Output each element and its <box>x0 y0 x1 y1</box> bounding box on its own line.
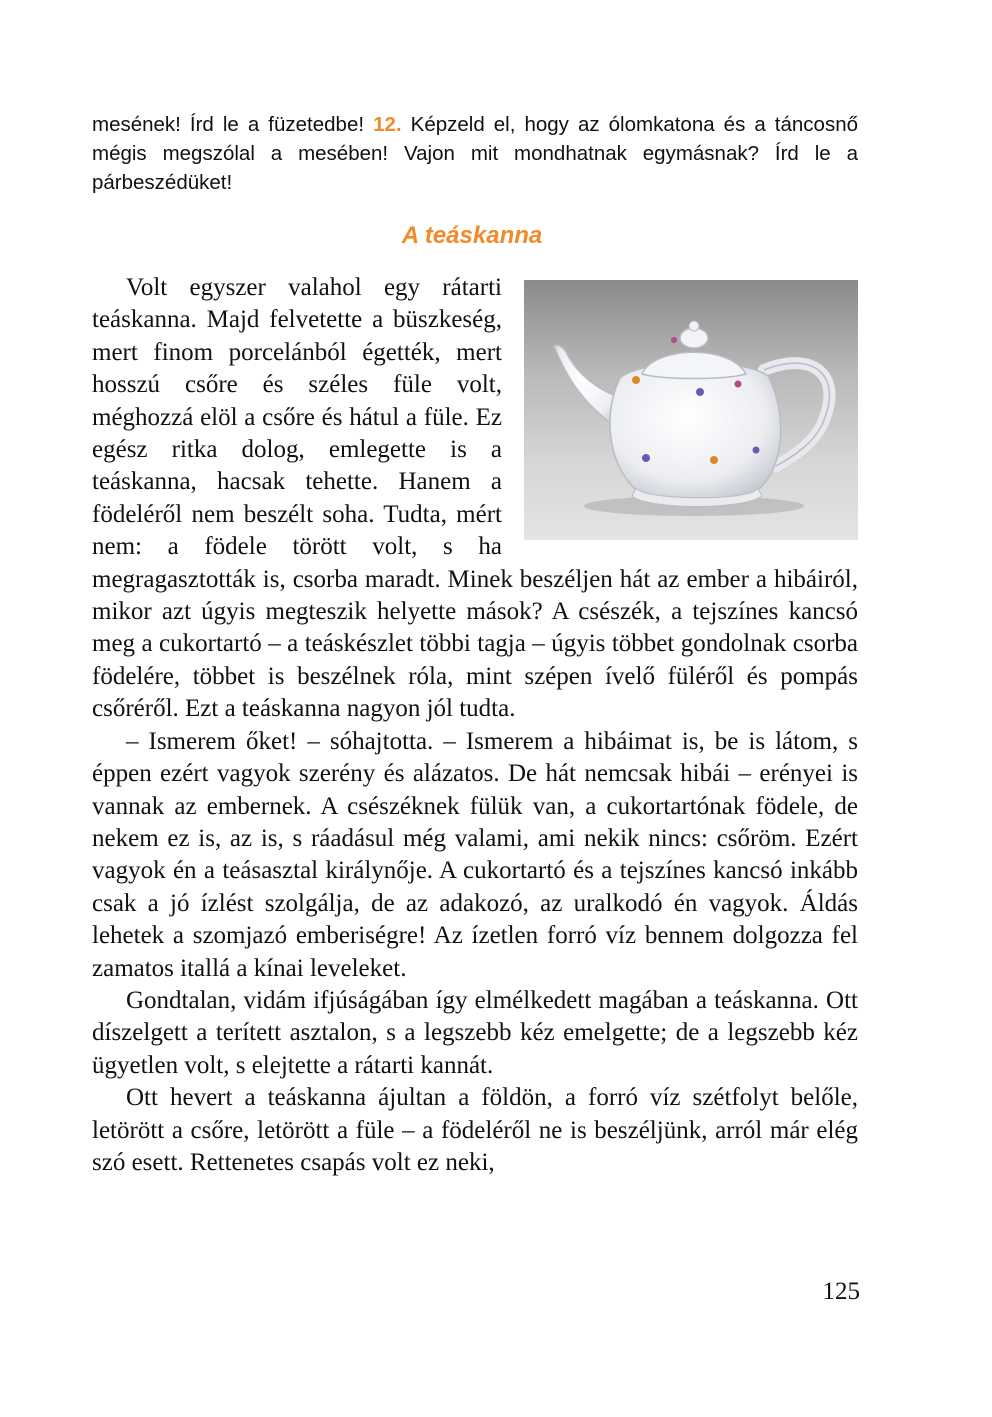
task-instructions <box>92 110 858 197</box>
paragraph-3: Gondtalan, vidám ifjúságában így elmélkedett magában a teáskanna. Ott díszelgett a terített asztalon, s a legszebb kéz emelgette; de a legszebb kéz ügyetlen volt, s elejtette a rátarti kannát. <box>92 986 858 1079</box>
paragraph-2: – Ismerem őket! – sóhajtotta. – Ismerem a hibáimat is, be is látom, s éppen ezért vagyok szerény és alázatos. De hát nemcsak hibái – erényei is vannak az embernek. A csészéknek fülük van, a cukortartónak födele, de nekem ez is, az is, s ráadásul még valami, ami nekik nincs: csőröm. Ezért vagyok én a teásasztal királynője. A cukortartó és a tejszínes kancsó inkább csak a jó ízlést szolgálja, de az adakozó, az uralkodó én vagyok. Áldás lehetek a szomjazó emberiségre! Az ízetlen forró víz bennem dolgozza fel zamatos itallá a kínai leveleket. <box>92 727 858 982</box>
task-text: Képzeld el, hogy az ólomkatona és a táncosnő mégis megszólal a mesében! Vajon mit mondhatnak egymásnak? Írd le a párbeszédüket! <box>92 113 858 194</box>
paragraph-1: Volt egyszer valahol egy rátarti teáskanna. Majd felvetette a büszkeség, mert finom porcelánból égették, mert hosszú csőre és széles füle volt, méghozzá elöl a csőre és hátul a füle. Ez egész ritka dolog, emlegette is a teáskanna, hacsak tehette. Hanem a födeléről nem beszélt soha. Tudta, mért nem: a födele törött volt, s ha megragasztották is, csorba maradt. Minek beszéljen hát az ember a hibáiról, mikor azt úgyis megteszik helyette mások? A csészék, a tejszínes kancsó meg a cukortartó – a teáskészlet többi tagja – úgyis többet gondolnak csorba födelére, többet is beszélnek róla, mint szépen ívelő füléről és pompás csőréről. Ezt a teáskanna nagyon jól tudta. <box>92 274 858 723</box>
teapot-photo <box>524 280 858 540</box>
paragraph-4: Ott hevert a teáskanna ájultan a földön, a forró víz szétfolyt belőle, letörött a csőre, letörött a füle – a födeléről ne is beszéljünk, arról már elég szó esett. Rettenetes csapás volt ez neki, <box>92 1084 858 1176</box>
task-number: 12. <box>373 113 402 136</box>
story-body <box>92 272 858 1179</box>
story-title: A teáskanna <box>401 222 543 249</box>
page-number: 125 <box>822 1278 860 1305</box>
teapot-illustration <box>524 280 858 540</box>
task-text-start: mesének! Írd le a füzetedbe! <box>92 113 365 136</box>
